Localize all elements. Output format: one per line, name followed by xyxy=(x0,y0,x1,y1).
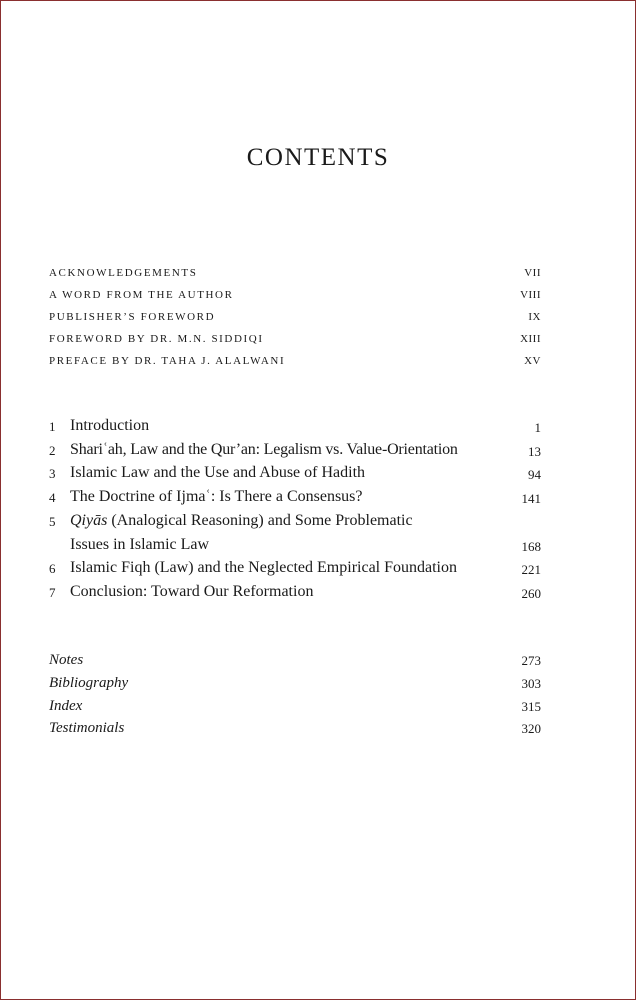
entry-page: VIII xyxy=(520,289,541,301)
toc-chapter-5-line2[interactable] xyxy=(49,536,541,558)
entry-label: Notes xyxy=(49,652,84,668)
entry-page: 273 xyxy=(521,653,541,668)
chapter-number: 6 xyxy=(49,561,56,576)
toc-chapter-5[interactable] xyxy=(49,512,541,534)
entry-label: Index xyxy=(49,698,83,714)
chapter-page: 13 xyxy=(528,444,541,459)
entry-page: VII xyxy=(524,267,541,279)
chapter-title: Introduction xyxy=(70,417,150,434)
toc-entry-index[interactable] xyxy=(49,698,541,720)
toc-entry-notes[interactable] xyxy=(49,652,541,674)
toc-chapter-3[interactable] xyxy=(49,464,541,486)
chapter-number: 5 xyxy=(49,514,56,529)
chapter-title-rest: (Analogical Reasoning) and Some Problematic xyxy=(111,512,413,529)
toc-entry-publishers-foreword[interactable] xyxy=(49,311,541,329)
chapter-title-line2: Issues in Islamic Law xyxy=(70,536,210,553)
chapter-page: 1 xyxy=(534,420,541,435)
chapter-title-italic: Qiyās xyxy=(70,512,108,529)
chapter-number: 2 xyxy=(49,443,56,458)
chapter-page: 168 xyxy=(521,539,541,554)
chapter-page: 221 xyxy=(521,562,541,577)
entry-label: FOREWORD BY DR. M.N. SIDDIQI xyxy=(49,333,264,345)
chapter-title: Islamic Law and the Use and Abuse of Hadith xyxy=(70,464,366,481)
page-title: CONTENTS xyxy=(246,144,390,171)
chapter-title: The Doctrine of Ijmaʿ: Is There a Consensus? xyxy=(70,488,363,505)
chapter-number: 3 xyxy=(49,466,56,481)
chapter-page: 94 xyxy=(528,467,541,482)
toc-chapter-6[interactable] xyxy=(49,559,541,581)
entry-page: XV xyxy=(524,355,541,367)
entry-label: ACKNOWLEDGEMENTS xyxy=(49,267,198,279)
entry-label: PREFACE BY DR. TAHA J. ALALWANI xyxy=(49,355,286,367)
toc-chapter-4[interactable] xyxy=(49,488,541,510)
chapter-title: Conclusion: Toward Our Reformation xyxy=(70,583,314,600)
toc-entry-bibliography[interactable] xyxy=(49,675,541,697)
toc-chapter-2[interactable] xyxy=(49,441,541,463)
entry-label: A WORD FROM THE AUTHOR xyxy=(49,289,234,301)
entry-page: 303 xyxy=(521,676,541,691)
chapter-page: 260 xyxy=(521,586,541,601)
entry-label: Testimonials xyxy=(49,720,125,736)
toc-entry-testimonials[interactable] xyxy=(49,720,541,742)
chapter-title: Shariʿah, Law and the Qur’an: Legalism vs. Value-Orientation xyxy=(70,441,458,458)
chapter-number: 1 xyxy=(49,419,56,434)
toc-entry-preface-alalwani[interactable] xyxy=(49,355,541,373)
toc-chapter-1[interactable] xyxy=(49,417,541,439)
entry-label: PUBLISHER’S FOREWORD xyxy=(49,311,216,323)
toc-entry-acknowledgements[interactable] xyxy=(49,267,541,285)
toc-entry-word-from-author[interactable] xyxy=(49,289,541,307)
chapter-number: 7 xyxy=(49,585,56,600)
entry-page: XIII xyxy=(520,333,541,345)
chapter-page: 141 xyxy=(521,491,541,506)
entry-page: IX xyxy=(528,311,541,323)
entry-label: Bibliography xyxy=(49,675,129,691)
chapter-number: 4 xyxy=(49,490,56,505)
entry-page: 320 xyxy=(521,721,541,736)
chapter-title: Islamic Fiqh (Law) and the Neglected Empirical Foundation xyxy=(70,559,457,576)
toc-chapter-7[interactable] xyxy=(49,583,541,605)
toc-entry-foreword-siddiqi[interactable] xyxy=(49,333,541,351)
chapter-title xyxy=(70,512,413,530)
entry-page: 315 xyxy=(521,699,541,714)
